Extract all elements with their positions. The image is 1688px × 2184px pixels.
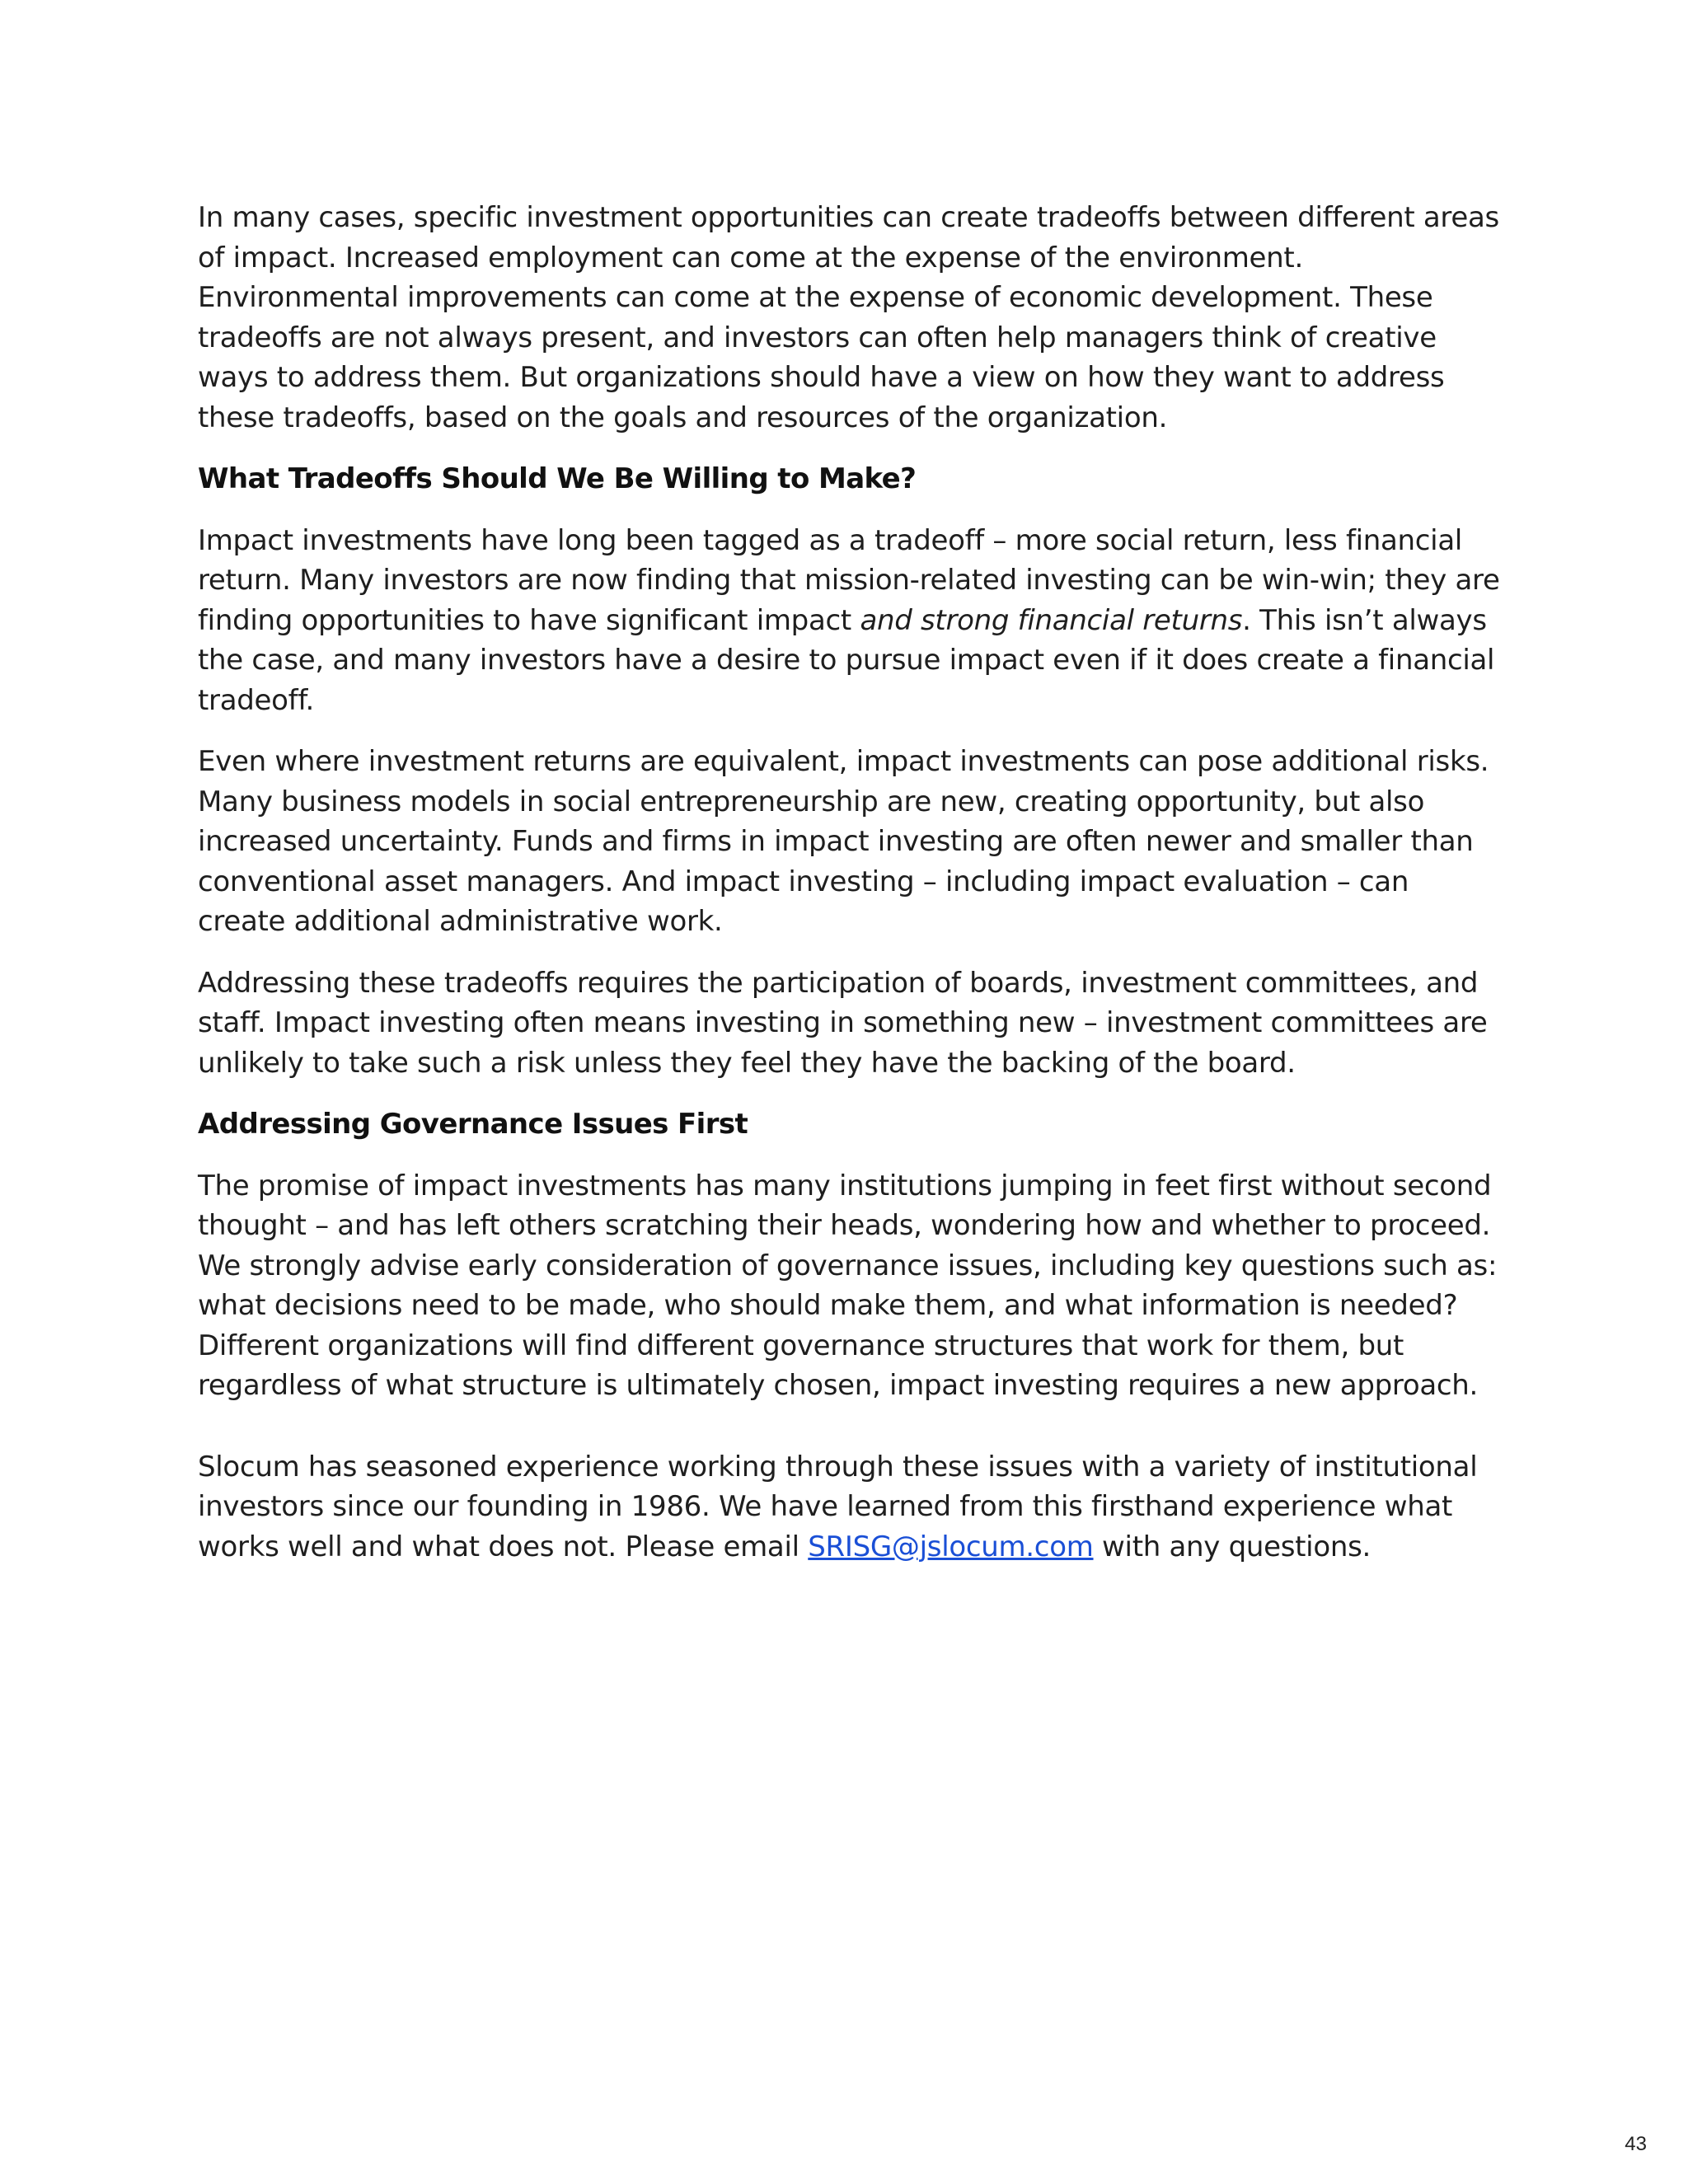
emphasis-text: and strong financial returns <box>860 603 1243 637</box>
paragraph-tradeoffs-intro: In many cases, specific investment opportunities can create tradeoffs between different areas of impact. Increased employment can come at the expense of the environment. Environmental improvements can come at the expense of economic development. These tradeoffs are not always present, and investors can often help managers think of creative ways to address them. But organizations should have a view on how they want to address these tradeoffs, based on the goals and resources of the organization. <box>198 201 1499 434</box>
heading-governance-issues: Addressing Governance Issues First <box>198 1108 748 1141</box>
paragraph-governance-promise: The promise of impact investments has many institutions jumping in feet first without second thought – and has left others scratching their heads, wondering how and whether to proceed. We strongly advise early consideration of governance issues, including key questions such as: what decisions need to be made, who should make them, and what information is needed? Different organizations will find different governance structures that work for them, but regardless of what structure is ultimately chosen, impact investing requires a new approach. <box>198 1169 1498 1402</box>
paragraph-governance-participation: Addressing these tradeoffs requires the participation of boards, investment committees, and staff. Impact investing often means investing in something new – investment committees are unlikely to take such a risk unless they feel they have the backing of the board. <box>198 966 1488 1080</box>
heading-tradeoffs-willing: What Tradeoffs Should We Be Willing to Make? <box>198 462 917 495</box>
paragraph-impact-tradeoff <box>198 521 1500 721</box>
paragraph-slocum-contact <box>198 1447 1500 1568</box>
paragraph-text: Impact investments have long been tagged as a tradeoff – more social return, less financial return. Many investors are now finding that mission-related investing can be win-win; they are finding opportunities to have significant impact <box>198 523 1500 637</box>
paragraph-text: with any questions. <box>1093 1530 1372 1563</box>
page-number: 43 <box>1625 2133 1647 2155</box>
page-body <box>198 198 1500 1588</box>
email-link[interactable]: SRISG@jslocum.com <box>808 1530 1094 1563</box>
paragraph-text: Slocum has seasoned experience working through these issues with a variety of institutional investors since our founding in 1986. We have learned from this firsthand experience what works well and what does not. Please email <box>198 1450 1478 1563</box>
paragraph-additional-risks: Even where investment returns are equivalent, impact investments can pose additional risks. Many business models in social entrepreneurship are new, creating opportunity, but also increased uncertainty. Funds and firms in impact investing are often newer and smaller than conventional asset managers. And impact investing – including impact evaluation – can create additional administrative work. <box>198 745 1489 938</box>
paragraph-text: . This isn’t always the case, and many investors have a desire to pursue impact even if it does create a financial tradeoff. <box>198 603 1495 717</box>
